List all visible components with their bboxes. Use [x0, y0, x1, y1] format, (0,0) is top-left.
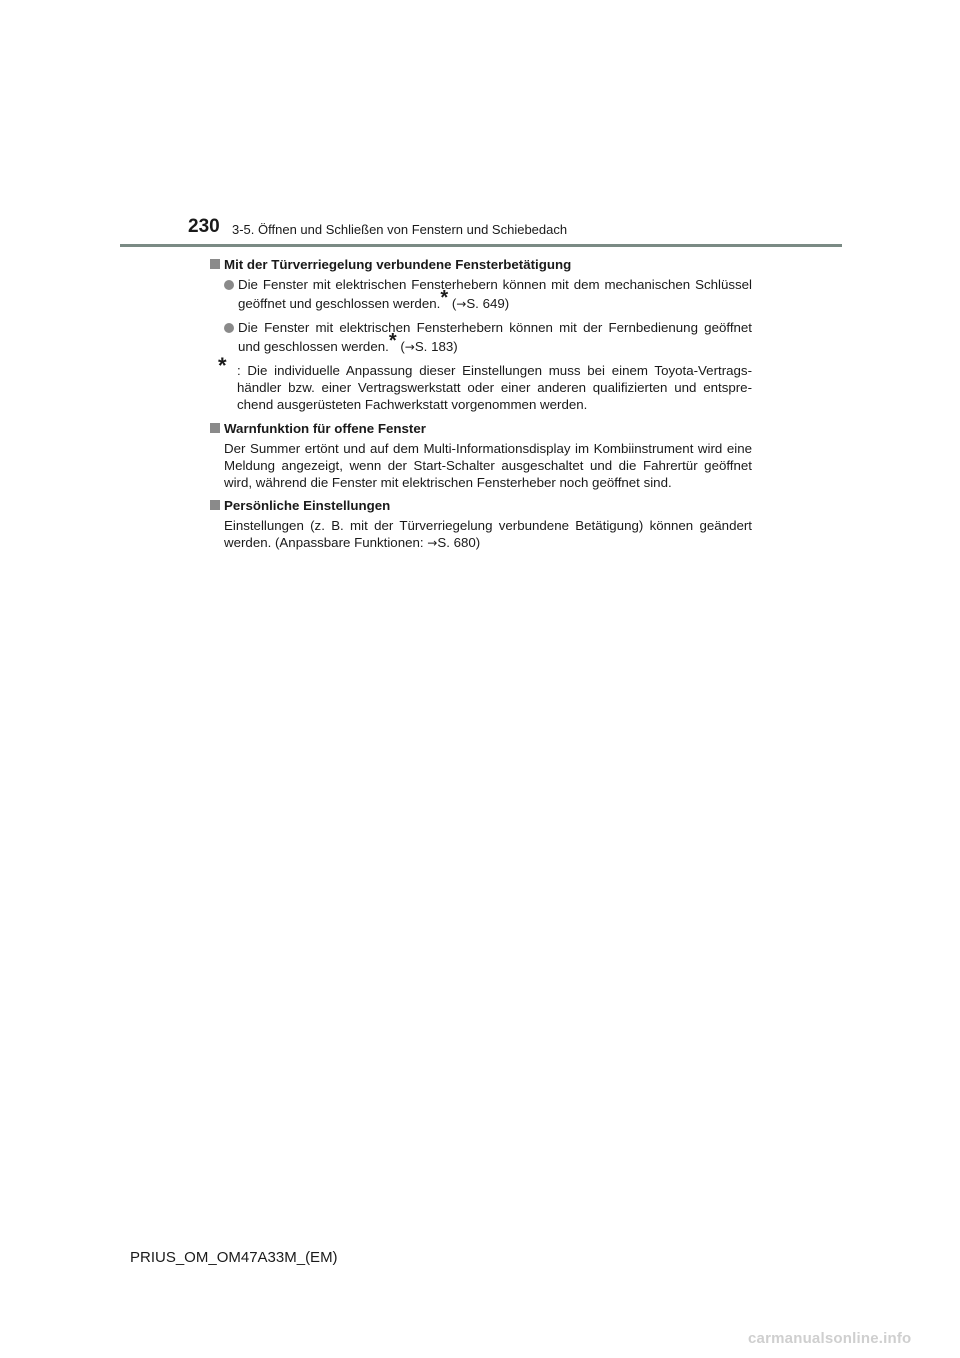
asterisk-marker: * — [218, 353, 227, 378]
list-item — [210, 276, 752, 313]
square-bullet-icon — [210, 423, 220, 433]
arrow-icon: → — [427, 536, 438, 550]
bullet-text: Die Fenster mit elektrischen Fensterhebern können mit der Fernbedienung geöffnet und geschlossen werden. — [238, 320, 752, 354]
page-ref-link[interactable]: S. 680) — [437, 535, 481, 550]
list-item — [210, 319, 752, 356]
document-id: PRIUS_OM_OM47A33M_(EM) — [130, 1249, 338, 1266]
paragraph: Der Summer ertönt und auf dem Multi-Informationsdisplay im Kombiinstrument wird eine Meldung angezeigt, wenn der Start-Schalter ausgeschaltet und die Fahrertür geöffnet wird, während die Fenster mit elektrischen Fensterheber noch geöffnet sind. — [224, 441, 752, 490]
section-title: 3-5. Öffnen und Schließen von Fenstern und Schiebedach — [232, 222, 568, 237]
page-ref-link[interactable]: S. 649) — [466, 296, 510, 311]
heading-text: Mit der Türverriegelung verbundene Fensterbetätigung — [224, 257, 572, 272]
section-heading — [210, 256, 752, 273]
heading-text: Persönliche Einstellungen — [224, 498, 391, 513]
asterisk-marker: * — [388, 330, 397, 352]
section-heading — [210, 497, 752, 514]
footnote-text: : Die individuelle Anpassung dieser Einstellungen muss bei einem Toyota-Vertragshändler bzw. einer Vertragswerkstatt oder einer anderen qualifizierten und entsprechend ausgerüsteten Fachwerkstatt vorgenommen werden. — [237, 363, 752, 412]
ref-open: ( — [451, 296, 457, 311]
square-bullet-icon — [210, 500, 220, 510]
circle-bullet-icon — [224, 280, 234, 290]
page-number: 230 — [188, 216, 220, 237]
arrow-icon: → — [456, 297, 467, 311]
ref-open: ( — [400, 339, 405, 354]
page-ref-link[interactable]: S. 183) — [414, 339, 458, 354]
arrow-icon: → — [404, 340, 415, 354]
asterisk-marker: * — [440, 287, 449, 309]
footnote — [210, 353, 752, 413]
heading-text: Warnfunktion für offene Fenster — [224, 421, 426, 436]
circle-bullet-icon — [224, 323, 234, 333]
bullet-text: Die Fenster mit elektrischen Fensterhebern können mit dem mechanischen Schlüssel geöffnet und geschlossen werden. — [238, 277, 752, 311]
section-heading — [210, 420, 752, 437]
square-bullet-icon — [210, 259, 220, 269]
page-content — [210, 256, 752, 558]
paragraph — [210, 517, 752, 552]
watermark[interactable]: carmanualsonline.info — [748, 1330, 912, 1347]
header-rule — [120, 244, 842, 247]
paragraph-text: Einstellungen (z. B. mit der Türverriegelung verbundene Betätigung) können geändert werden. (Anpassbare Funktionen: — [224, 518, 752, 550]
